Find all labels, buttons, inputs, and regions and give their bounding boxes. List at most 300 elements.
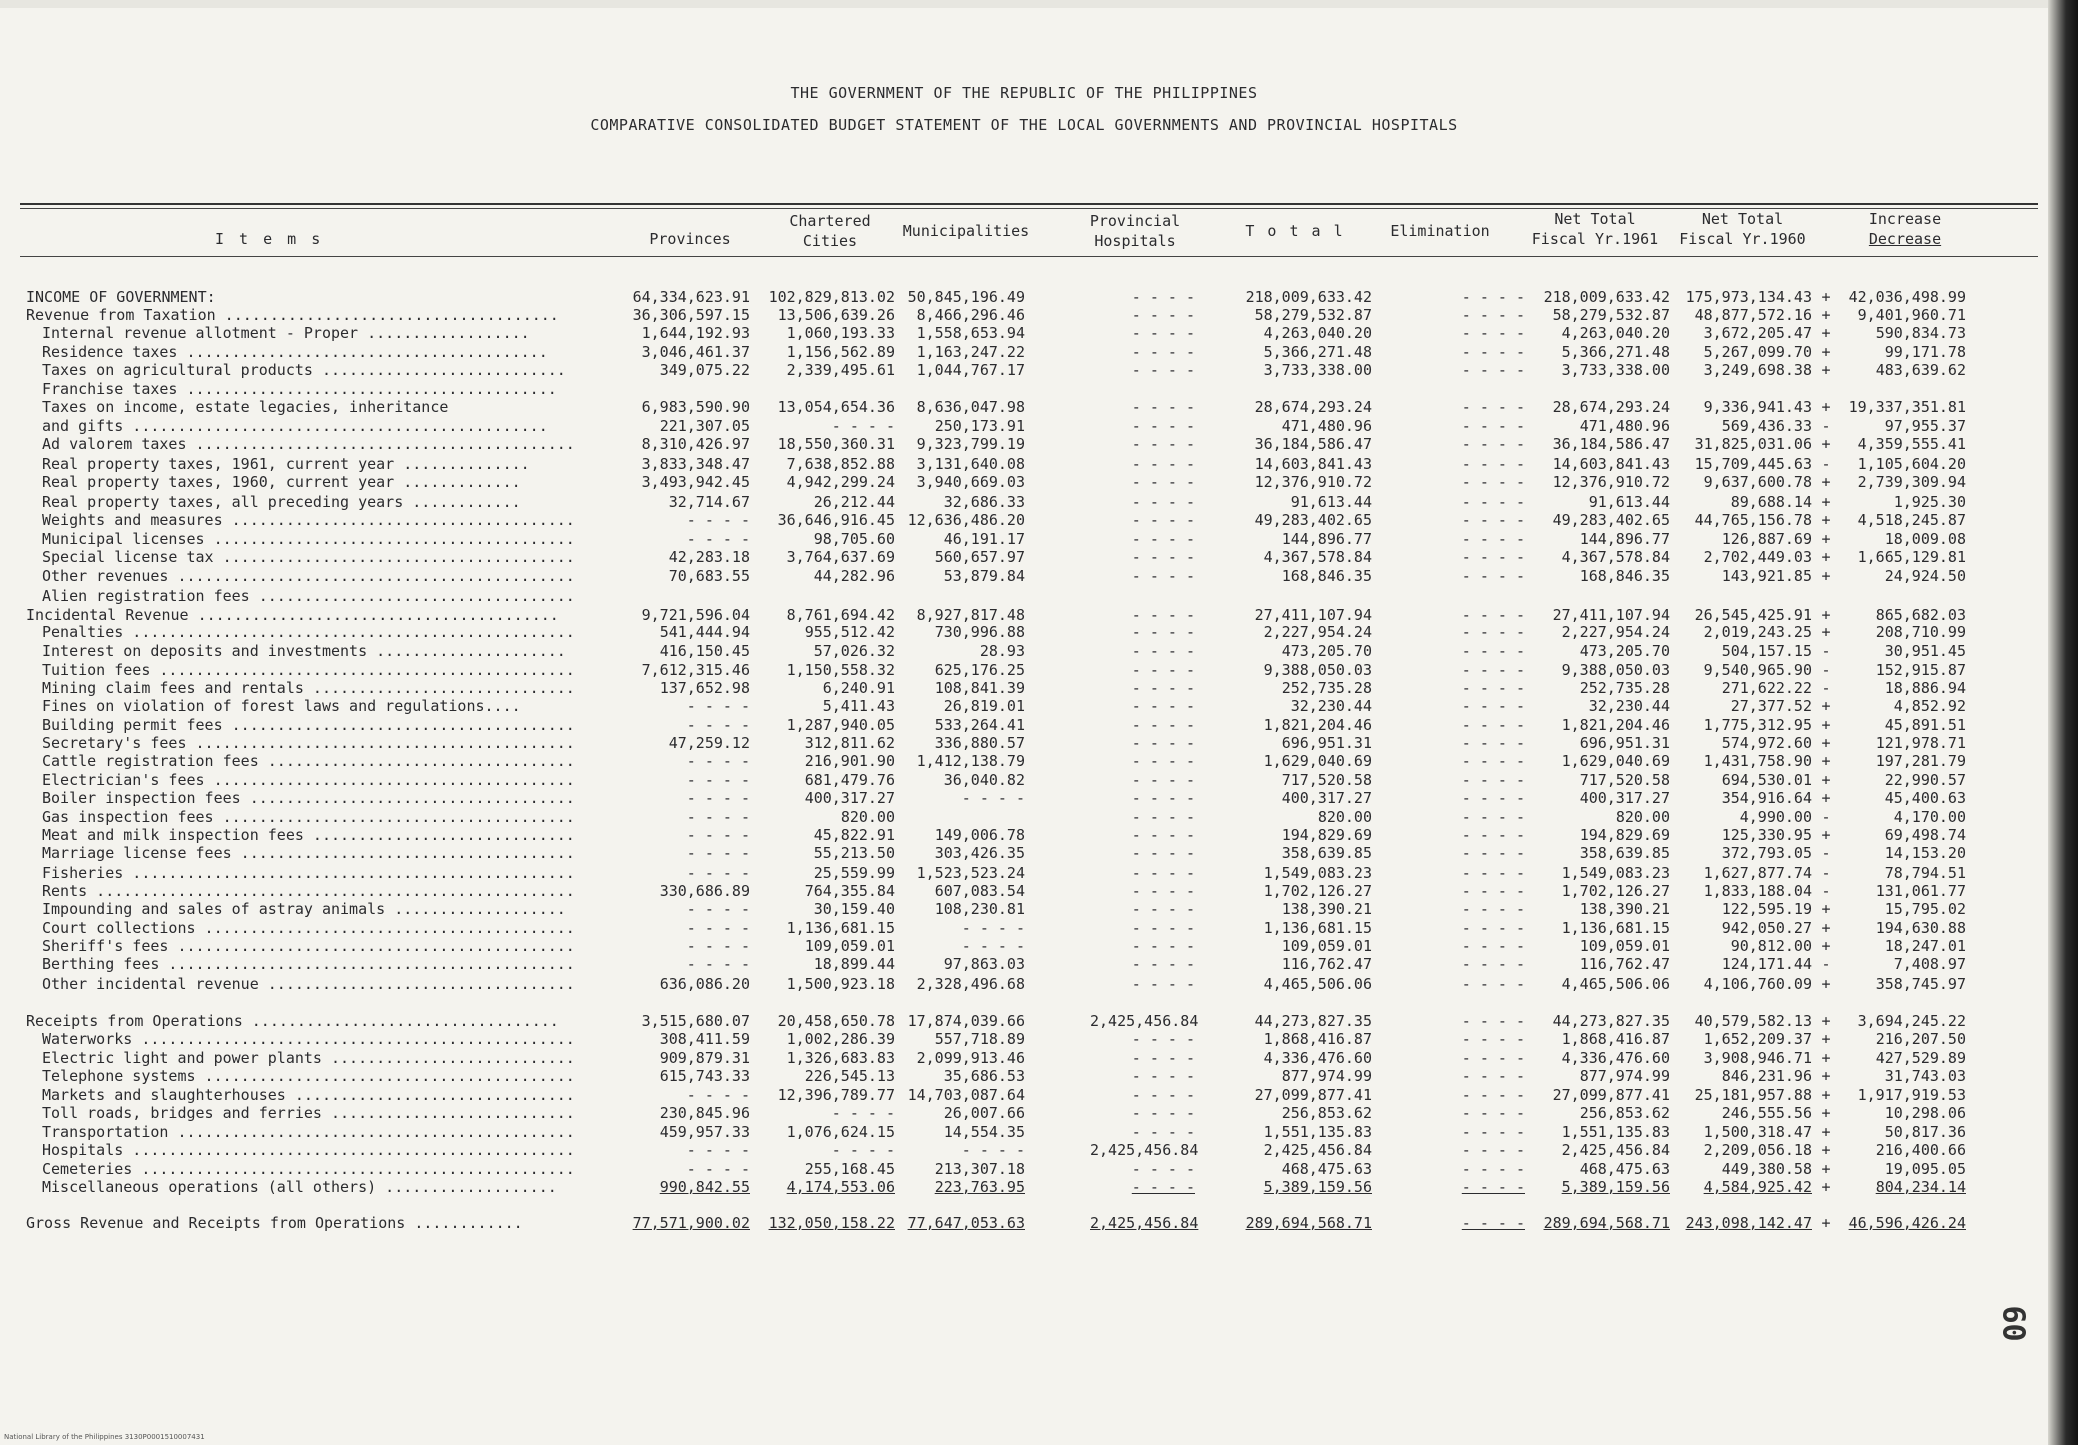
- cell-c3: - - - -: [961, 789, 1025, 807]
- cell-c2: 6,240.91: [822, 679, 895, 697]
- cell-c7: 44,273,827.35: [1552, 1012, 1670, 1030]
- cell-c9: 865,682.03: [1875, 606, 1966, 624]
- cell-c8: 25,181,957.88: [1694, 1086, 1812, 1104]
- cell-c7: 1,868,416.87: [1561, 1030, 1670, 1048]
- cell-c6: - - - -: [1461, 606, 1525, 624]
- cell-sign: +: [1821, 606, 1831, 624]
- cell-c8: 846,231.96: [1721, 1067, 1812, 1085]
- cell-c7: 36,184,586.47: [1552, 435, 1670, 453]
- cell-c7: 1,549,083.23: [1561, 864, 1670, 882]
- cell-c9: 194,630.88: [1875, 919, 1966, 937]
- cell-c1: - - - -: [686, 844, 750, 862]
- cell-c4: - - - -: [1131, 530, 1195, 548]
- cell-c6: - - - -: [1461, 789, 1525, 807]
- cell-sign: +: [1821, 1086, 1831, 1104]
- cell-c3: 97,863.03: [943, 955, 1025, 973]
- cell-c7: 473,205.70: [1579, 642, 1670, 660]
- cell-c1: 137,652.98: [659, 679, 750, 697]
- cell-c6: - - - -: [1461, 808, 1525, 826]
- cell-c1: 42,283.18: [668, 548, 750, 566]
- table-row: [0, 343, 2048, 361]
- scan-credit: National Library of the Philippines 3130P0001510007431: [4, 1433, 205, 1441]
- header-elimination: Elimination: [1390, 222, 1490, 240]
- table-row: [0, 642, 2048, 660]
- cell-c1: 1,644,192.93: [641, 324, 750, 342]
- row-label: Revenue from Taxation .....................................: [26, 306, 559, 324]
- cell-c6: - - - -: [1461, 288, 1525, 306]
- cell-c4: - - - -: [1131, 716, 1195, 734]
- cell-c9: 24,924.50: [1884, 567, 1966, 585]
- row-label: Miscellaneous operations (all others) ...................: [42, 1178, 557, 1196]
- cell-c1: 349,075.22: [659, 361, 750, 379]
- cell-c5: 138,390.21: [1281, 900, 1372, 918]
- cell-sign: -: [1821, 679, 1831, 697]
- cell-sign: +: [1821, 919, 1831, 937]
- cell-c9: 69,498.74: [1884, 826, 1966, 844]
- cell-c6: - - - -: [1461, 937, 1525, 955]
- cell-c6: - - - -: [1461, 1067, 1525, 1085]
- row-label: Taxes on agricultural products ...........................: [42, 361, 566, 379]
- table-row: [0, 900, 2048, 918]
- cell-c6: - - - -: [1461, 398, 1525, 416]
- row-label: Other revenues ............................................: [42, 567, 575, 585]
- cell-c5: 4,263,040.20: [1263, 324, 1372, 342]
- table-row: [0, 1141, 2048, 1159]
- cell-c2: 55,213.50: [813, 844, 895, 862]
- cell-c5: 5,389,159.56: [1263, 1178, 1372, 1196]
- cell-c3: 213,307.18: [934, 1160, 1025, 1178]
- cell-c8: 1,431,758.90: [1703, 752, 1812, 770]
- cell-c5: 27,099,877.41: [1254, 1086, 1372, 1104]
- cell-c4: - - - -: [1131, 679, 1195, 697]
- cell-c9: 427,529.89: [1875, 1049, 1966, 1067]
- cell-c9: 50,817.36: [1884, 1123, 1966, 1141]
- cell-c3: 8,636,047.98: [916, 398, 1025, 416]
- cell-c8: 126,887.69: [1721, 530, 1812, 548]
- table-row: [0, 324, 2048, 342]
- cell-c7: 5,366,271.48: [1561, 343, 1670, 361]
- cell-c5: 696,951.31: [1281, 734, 1372, 752]
- cell-c7: 717,520.58: [1579, 771, 1670, 789]
- cell-sign: -: [1821, 808, 1831, 826]
- cell-c3: - - - -: [961, 1141, 1025, 1159]
- cell-c6: - - - -: [1461, 1141, 1525, 1159]
- cell-c5: 32,230.44: [1290, 697, 1372, 715]
- cell-c8: 9,637,600.78: [1703, 473, 1812, 491]
- cell-c6: - - - -: [1461, 752, 1525, 770]
- cell-sign: +: [1821, 511, 1831, 529]
- cell-c7: 5,389,159.56: [1561, 1178, 1670, 1196]
- cell-c2: 955,512.42: [804, 623, 895, 641]
- cell-c8: 3,672,205.47: [1703, 324, 1812, 342]
- cell-c9: 131,061.77: [1875, 882, 1966, 900]
- cell-c8: 48,877,572.16: [1694, 306, 1812, 324]
- cell-c9: 19,337,351.81: [1848, 398, 1966, 416]
- cell-c2: 132,050,158.22: [768, 1214, 895, 1232]
- cell-c3: 3,940,669.03: [916, 473, 1025, 491]
- cell-sign: +: [1821, 493, 1831, 511]
- cell-c9: 4,170.00: [1893, 808, 1966, 826]
- cell-c6: - - - -: [1461, 548, 1525, 566]
- cell-c8: 354,916.64: [1721, 789, 1812, 807]
- cell-c4: - - - -: [1131, 697, 1195, 715]
- row-label: Meat and milk inspection fees .............................: [42, 826, 575, 844]
- cell-c5: 471,480.96: [1281, 417, 1372, 435]
- cell-c4: - - - -: [1131, 826, 1195, 844]
- table-row: [0, 1086, 2048, 1104]
- cell-c3: 1,044,767.17: [916, 361, 1025, 379]
- header-municipalities: Municipalities: [902, 222, 1030, 240]
- cell-c2: 25,559.99: [813, 864, 895, 882]
- cell-sign: +: [1821, 1012, 1831, 1030]
- cell-c8: 271,622.22: [1721, 679, 1812, 697]
- cell-c6: - - - -: [1461, 1104, 1525, 1122]
- cell-c9: 121,978.71: [1875, 734, 1966, 752]
- row-label: Fisheries .................................................: [42, 864, 575, 882]
- cell-c2: 1,500,923.18: [786, 975, 895, 993]
- row-label: Incidental Revenue ........................................: [26, 606, 559, 624]
- cell-c3: 2,099,913.46: [916, 1049, 1025, 1067]
- cell-c5: 116,762.47: [1281, 955, 1372, 973]
- cell-c3: 32,686.33: [943, 493, 1025, 511]
- cell-sign: +: [1821, 473, 1831, 491]
- cell-c4: - - - -: [1131, 1049, 1195, 1067]
- cell-c6: - - - -: [1461, 716, 1525, 734]
- table-row: [0, 1160, 2048, 1178]
- cell-c6: - - - -: [1461, 826, 1525, 844]
- cell-c2: 12,396,789.77: [777, 1086, 895, 1104]
- cell-c6: - - - -: [1461, 493, 1525, 511]
- cell-c4: - - - -: [1131, 937, 1195, 955]
- cell-c4: - - - -: [1131, 435, 1195, 453]
- cell-c6: - - - -: [1461, 771, 1525, 789]
- table-row: [0, 1123, 2048, 1141]
- cell-sign: +: [1821, 734, 1831, 752]
- cell-c9: 30,951.45: [1884, 642, 1966, 660]
- cell-c4: - - - -: [1131, 844, 1195, 862]
- cell-c5: 1,549,083.23: [1263, 864, 1372, 882]
- cell-c2: 312,811.62: [804, 734, 895, 752]
- cell-sign: -: [1821, 642, 1831, 660]
- table-row: [0, 623, 2048, 641]
- cell-c5: 468,475.63: [1281, 1160, 1372, 1178]
- cell-c1: 64,334,623.91: [632, 288, 750, 306]
- cell-c4: - - - -: [1131, 642, 1195, 660]
- row-label: Court collections .........................................: [42, 919, 575, 937]
- cell-c7: 144,896.77: [1579, 530, 1670, 548]
- cell-c3: 35,686.53: [943, 1067, 1025, 1085]
- cell-sign: +: [1821, 398, 1831, 416]
- cell-c6: - - - -: [1461, 306, 1525, 324]
- cell-c3: 26,007.66: [943, 1104, 1025, 1122]
- cell-c5: 717,520.58: [1281, 771, 1372, 789]
- cell-c6: - - - -: [1461, 844, 1525, 862]
- cell-c2: - - - -: [831, 1104, 895, 1122]
- cell-c7: 91,613.44: [1588, 493, 1670, 511]
- cell-c2: 109,059.01: [804, 937, 895, 955]
- cell-c8: 2,019,243.25: [1703, 623, 1812, 641]
- table-row: [0, 844, 2048, 862]
- cell-c8: 90,812.00: [1730, 937, 1812, 955]
- cell-c4: - - - -: [1131, 417, 1195, 435]
- cell-c6: - - - -: [1461, 455, 1525, 473]
- cell-c3: 560,657.97: [934, 548, 1025, 566]
- document-subtitle: COMPARATIVE CONSOLIDATED BUDGET STATEMENT OF THE LOCAL GOVERNMENTS AND PROVINCIAL HOSPITALS: [590, 116, 1458, 134]
- cell-c7: 218,009,633.42: [1543, 288, 1670, 306]
- cell-c8: 15,709,445.63: [1694, 455, 1812, 473]
- cell-c4: - - - -: [1131, 1104, 1195, 1122]
- cell-c7: 4,465,506.06: [1561, 975, 1670, 993]
- cell-c9: 4,852.92: [1893, 697, 1966, 715]
- cell-c1: - - - -: [686, 937, 750, 955]
- table-row: [0, 288, 2048, 306]
- cell-c7: 4,263,040.20: [1561, 324, 1670, 342]
- cell-c5: 194,829.69: [1281, 826, 1372, 844]
- cell-c2: 20,458,650.78: [777, 1012, 895, 1030]
- cell-c4: - - - -: [1131, 473, 1195, 491]
- cell-c2: 44,282.96: [813, 567, 895, 585]
- table-row: [0, 530, 2048, 548]
- cell-c5: 1,821,204.46: [1263, 716, 1372, 734]
- cell-c4: - - - -: [1131, 919, 1195, 937]
- cell-c5: 1,702,126.27: [1263, 882, 1372, 900]
- cell-c3: 303,426.35: [934, 844, 1025, 862]
- cell-sign: +: [1821, 343, 1831, 361]
- cell-sign: -: [1821, 417, 1831, 435]
- table-row: [0, 606, 2048, 624]
- row-label: Hospitals .................................................: [42, 1141, 575, 1159]
- cell-c9: 15,795.02: [1884, 900, 1966, 918]
- cell-c6: - - - -: [1461, 343, 1525, 361]
- cell-c5: 14,603,841.43: [1254, 455, 1372, 473]
- row-label: Cattle registration fees ..................................: [42, 752, 575, 770]
- header-net-1961-2: Fiscal Yr.1961: [1531, 230, 1659, 248]
- cell-c3: 625,176.25: [934, 661, 1025, 679]
- table-row: [0, 808, 2048, 826]
- cell-c7: 1,821,204.46: [1561, 716, 1670, 734]
- scan-top-edge: [0, 0, 2078, 8]
- cell-sign: +: [1821, 361, 1831, 379]
- row-label: Secretary's fees ..........................................: [42, 734, 575, 752]
- cell-c5: 9,388,050.03: [1263, 661, 1372, 679]
- cell-c2: 57,026.32: [813, 642, 895, 660]
- cell-c8: 122,595.19: [1721, 900, 1812, 918]
- cell-c4: - - - -: [1131, 288, 1195, 306]
- cell-c1: 459,957.33: [659, 1123, 750, 1141]
- cell-c1: - - - -: [686, 1086, 750, 1104]
- cell-c2: 226,545.13: [804, 1067, 895, 1085]
- cell-c5: 256,853.62: [1281, 1104, 1372, 1122]
- row-label: Waterworks ................................................: [42, 1030, 575, 1048]
- row-label: Other incidental revenue ..................................: [42, 975, 575, 993]
- cell-c1: - - - -: [686, 697, 750, 715]
- cell-c2: 3,764,637.69: [786, 548, 895, 566]
- cell-c1: - - - -: [686, 716, 750, 734]
- cell-c9: 7,408.97: [1893, 955, 1966, 973]
- cell-c4: - - - -: [1131, 771, 1195, 789]
- cell-c2: 1,136,681.15: [786, 919, 895, 937]
- cell-c7: 194,829.69: [1579, 826, 1670, 844]
- cell-c8: 3,249,698.38: [1703, 361, 1812, 379]
- cell-c7: 468,475.63: [1579, 1160, 1670, 1178]
- cell-c5: 252,735.28: [1281, 679, 1372, 697]
- table-row: [0, 306, 2048, 324]
- cell-c6: - - - -: [1461, 511, 1525, 529]
- cell-c2: 1,287,940.05: [786, 716, 895, 734]
- row-label: Interest on deposits and investments .....................: [42, 642, 566, 660]
- row-label: Internal revenue allotment - Proper ..................: [42, 324, 530, 342]
- cell-c2: 1,150,558.32: [786, 661, 895, 679]
- cell-sign: +: [1821, 1214, 1831, 1232]
- row-label: Electric light and power plants ...........................: [42, 1049, 575, 1067]
- cell-c6: - - - -: [1461, 417, 1525, 435]
- cell-c3: 336,880.57: [934, 734, 1025, 752]
- cell-c2: 1,060,193.33: [786, 324, 895, 342]
- cell-c2: 98,705.60: [813, 530, 895, 548]
- cell-c4: - - - -: [1131, 808, 1195, 826]
- cell-c9: 483,639.62: [1875, 361, 1966, 379]
- cell-c7: 49,283,402.65: [1552, 511, 1670, 529]
- cell-c6: - - - -: [1461, 1160, 1525, 1178]
- cell-c9: 590,834.73: [1875, 324, 1966, 342]
- table-row: [0, 661, 2048, 679]
- cell-c5: 12,376,910.72: [1254, 473, 1372, 491]
- row-label: Telephone systems .........................................: [42, 1067, 575, 1085]
- cell-c5: 44,273,827.35: [1254, 1012, 1372, 1030]
- table-row: [0, 398, 2048, 416]
- cell-c4: - - - -: [1131, 661, 1195, 679]
- cell-c3: 3,131,640.08: [916, 455, 1025, 473]
- cell-c1: 909,879.31: [659, 1049, 750, 1067]
- cell-c8: 3,908,946.71: [1703, 1049, 1812, 1067]
- row-label: Mining claim fees and rentals .............................: [42, 679, 575, 697]
- cell-c8: 175,973,134.43: [1685, 288, 1812, 306]
- header-top-rule-2: [20, 208, 2038, 209]
- cell-c9: 1,105,604.20: [1857, 455, 1966, 473]
- cell-c2: 216,901.90: [804, 752, 895, 770]
- cell-c2: - - - -: [831, 417, 895, 435]
- row-label: Gross Revenue and Receipts from Operations ............: [26, 1214, 523, 1232]
- cell-c9: 152,915.87: [1875, 661, 1966, 679]
- table-row: [0, 1012, 2048, 1030]
- cell-c5: 877,974.99: [1281, 1067, 1372, 1085]
- cell-sign: -: [1821, 661, 1831, 679]
- row-label: Ad valorem taxes ..........................................: [42, 435, 575, 453]
- table-row: [0, 1030, 2048, 1048]
- cell-c7: 256,853.62: [1579, 1104, 1670, 1122]
- cell-c1: 416,150.45: [659, 642, 750, 660]
- cell-c7: 14,603,841.43: [1552, 455, 1670, 473]
- cell-c3: 250,173.91: [934, 417, 1025, 435]
- cell-c9: 19,095.05: [1884, 1160, 1966, 1178]
- table-row: [0, 417, 2048, 435]
- cell-c6: - - - -: [1461, 1178, 1525, 1196]
- cell-c5: 2,227,954.24: [1263, 623, 1372, 641]
- cell-c7: 27,099,877.41: [1552, 1086, 1670, 1104]
- cell-c4: - - - -: [1131, 324, 1195, 342]
- cell-c1: 230,845.96: [659, 1104, 750, 1122]
- cell-c4: - - - -: [1131, 306, 1195, 324]
- cell-c7: 820.00: [1615, 808, 1670, 826]
- cell-c4: - - - -: [1131, 955, 1195, 973]
- document-title: THE GOVERNMENT OF THE REPUBLIC OF THE PHILIPPINES: [790, 84, 1258, 102]
- cell-c3: 17,874,039.66: [907, 1012, 1025, 1030]
- cell-c6: - - - -: [1461, 679, 1525, 697]
- cell-c5: 4,336,476.60: [1263, 1049, 1372, 1067]
- cell-c3: 14,703,087.64: [907, 1086, 1025, 1104]
- cell-c6: - - - -: [1461, 1049, 1525, 1067]
- cell-c6: - - - -: [1461, 1214, 1525, 1232]
- cell-c4: - - - -: [1131, 1178, 1195, 1196]
- cell-c2: 2,339,495.61: [786, 361, 895, 379]
- cell-c2: 7,638,852.88: [786, 455, 895, 473]
- row-label: Toll roads, bridges and ferries ...........................: [42, 1104, 575, 1122]
- cell-c9: 46,596,426.24: [1848, 1214, 1966, 1232]
- cell-c3: 77,647,053.63: [907, 1214, 1025, 1232]
- cell-c5: 289,694,568.71: [1245, 1214, 1372, 1232]
- cell-c7: 116,762.47: [1579, 955, 1670, 973]
- cell-c7: 252,735.28: [1579, 679, 1670, 697]
- cell-c9: 10,298.06: [1884, 1104, 1966, 1122]
- cell-c2: 36,646,916.45: [777, 511, 895, 529]
- cell-sign: -: [1821, 455, 1831, 473]
- cell-sign: +: [1821, 789, 1831, 807]
- cell-c6: - - - -: [1461, 975, 1525, 993]
- cell-c2: - - - -: [831, 1141, 895, 1159]
- row-label: Markets and slaughterhouses ...............................: [42, 1086, 575, 1104]
- cell-c5: 1,136,681.15: [1263, 919, 1372, 937]
- cell-c1: 77,571,900.02: [632, 1214, 750, 1232]
- cell-c4: - - - -: [1131, 398, 1195, 416]
- cell-c3: 26,819.01: [943, 697, 1025, 715]
- cell-c4: - - - -: [1131, 975, 1195, 993]
- cell-c3: 557,718.89: [934, 1030, 1025, 1048]
- cell-c6: - - - -: [1461, 642, 1525, 660]
- cell-c1: 990,842.55: [659, 1178, 750, 1196]
- cell-c3: 533,264.41: [934, 716, 1025, 734]
- cell-c1: 7,612,315.46: [641, 661, 750, 679]
- cell-c3: 46,191.17: [943, 530, 1025, 548]
- cell-c3: 108,230.81: [934, 900, 1025, 918]
- cell-c7: 1,136,681.15: [1561, 919, 1670, 937]
- cell-c2: 102,829,813.02: [768, 288, 895, 306]
- cell-sign: +: [1821, 1178, 1831, 1196]
- header-decrease: Decrease: [1868, 230, 1942, 248]
- cell-c4: - - - -: [1131, 1067, 1195, 1085]
- table-row: [0, 493, 2048, 511]
- table-row: [0, 1067, 2048, 1085]
- row-label: Cemeteries ................................................: [42, 1160, 575, 1178]
- cell-c6: - - - -: [1461, 324, 1525, 342]
- cell-c4: - - - -: [1131, 511, 1195, 529]
- cell-c1: 615,743.33: [659, 1067, 750, 1085]
- cell-c8: 26,545,425.91: [1694, 606, 1812, 624]
- cell-c6: - - - -: [1461, 864, 1525, 882]
- row-label: Berthing fees .............................................: [42, 955, 575, 973]
- row-label: Taxes on income, estate legacies, inheritance: [42, 398, 449, 416]
- header-top-rule: [20, 203, 2038, 205]
- cell-c5: 144,896.77: [1281, 530, 1372, 548]
- cell-c7: 27,411,107.94: [1552, 606, 1670, 624]
- cell-c5: 109,059.01: [1281, 937, 1372, 955]
- header-prov-hospitals-1: Provincial: [1089, 212, 1181, 230]
- cell-c6: - - - -: [1461, 882, 1525, 900]
- cell-c9: 3,694,245.22: [1857, 1012, 1966, 1030]
- row-label: Real property taxes, all preceding years ............: [42, 493, 521, 511]
- cell-c5: 358,639.85: [1281, 844, 1372, 862]
- cell-c1: - - - -: [686, 771, 750, 789]
- cell-c8: 1,775,312.95: [1703, 716, 1812, 734]
